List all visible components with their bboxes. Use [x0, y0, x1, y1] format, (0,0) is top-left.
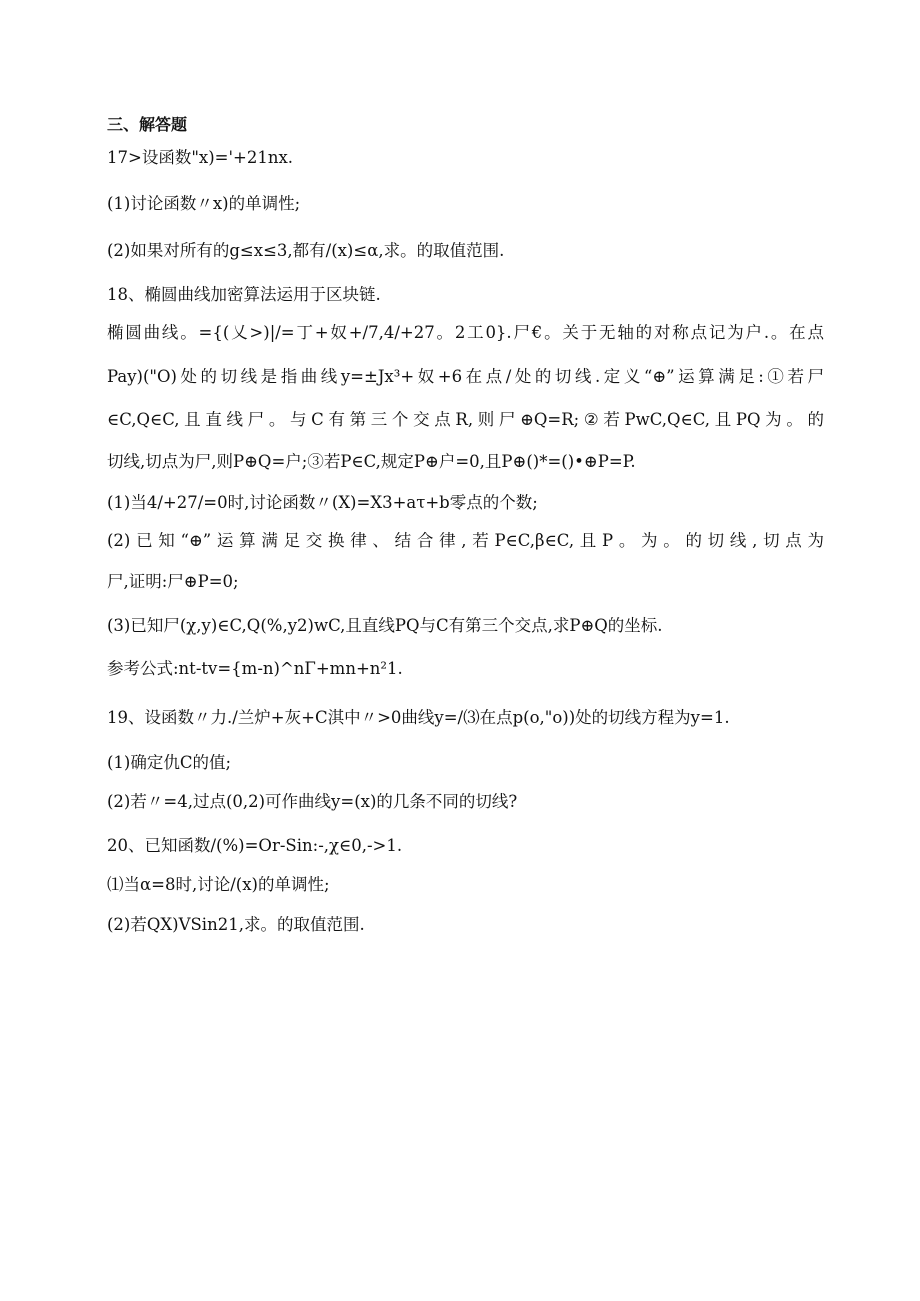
problem-17-part-1: (1)讨论函数〃x)的单调性;: [107, 194, 301, 213]
problem-19-part-2: (2)若〃=4,过点(0,2)可作曲线y=(x)的几条不同的切线?: [107, 792, 518, 811]
problem-18-part-2-cont: 尸,证明:尸⊕P=0;: [107, 572, 239, 591]
problem-18-text-line: Pay)("O)处的切线是指曲线y=±Jx³+奴+6在点/处的切线.定义“⊕”运算满足:①若尸: [107, 367, 824, 386]
problem-18-part-1: (1)当4/+27/=0时,讨论函数〃(X)=X3+aτ+b零点的个数;: [107, 493, 538, 512]
problem-18-text-line: 椭圆曲线。={(乂>)|/=丁+奴+/7,4/+27。2工0}.尸€。关于无轴的对称点记为户.。在点: [107, 323, 824, 342]
problem-20-line: 20、已知函数/(%)=Or-Sin:-,χ∈0,->1.: [107, 836, 403, 855]
problem-17-part-2: (2)如果对所有的g≤x≤3,都有/(x)≤α,求。的取值范围.: [107, 241, 505, 260]
section-title: 三、解答题: [107, 115, 188, 134]
problem-19-part-1: (1)确定仇C的值;: [107, 753, 232, 772]
reference-formula: 参考公式:nt-tv={m-n)^nΓ+mn+n²1.: [107, 659, 403, 678]
problem-20-part-2: (2)若QX)VSin21,求。的取值范围.: [107, 915, 365, 934]
problem-18-text-line: 切线,切点为尸,则P⊕Q=户;③若P∈C,规定P⊕户=0,且P⊕()*=()•⊕P=P.: [107, 452, 636, 471]
problem-19-line: 19、设函数〃力./兰炉+灰+C淇中〃>0曲线y=/⑶在点p(o,"o))处的切线方程为y=1.: [107, 708, 730, 727]
problem-18-text-line: ∈C,Q∈C,且直线尸。与C有第三个交点R,则尸⊕Q=R;②若PwC,Q∈C,且PQ为。的: [107, 410, 824, 429]
problem-17-line: 17>设函数"x)='+21nx.: [107, 148, 294, 167]
problem-20-part-1: ⑴当α=8时,讨论/(x)的单调性;: [107, 875, 330, 894]
problem-18-part-2: (2)已知“⊕”运算满足交换律、结合律,若P∈C,β∈C,且P。为。的切线,切点为: [107, 531, 824, 550]
problem-18-part-3: (3)已知尸(χ,y)∈C,Q(%,y2)wC,且直线PQ与C有第三个交点,求P⊕Q的坐标.: [107, 616, 663, 635]
problem-18-line: 18、椭圆曲线加密算法运用于区块链.: [107, 285, 381, 304]
